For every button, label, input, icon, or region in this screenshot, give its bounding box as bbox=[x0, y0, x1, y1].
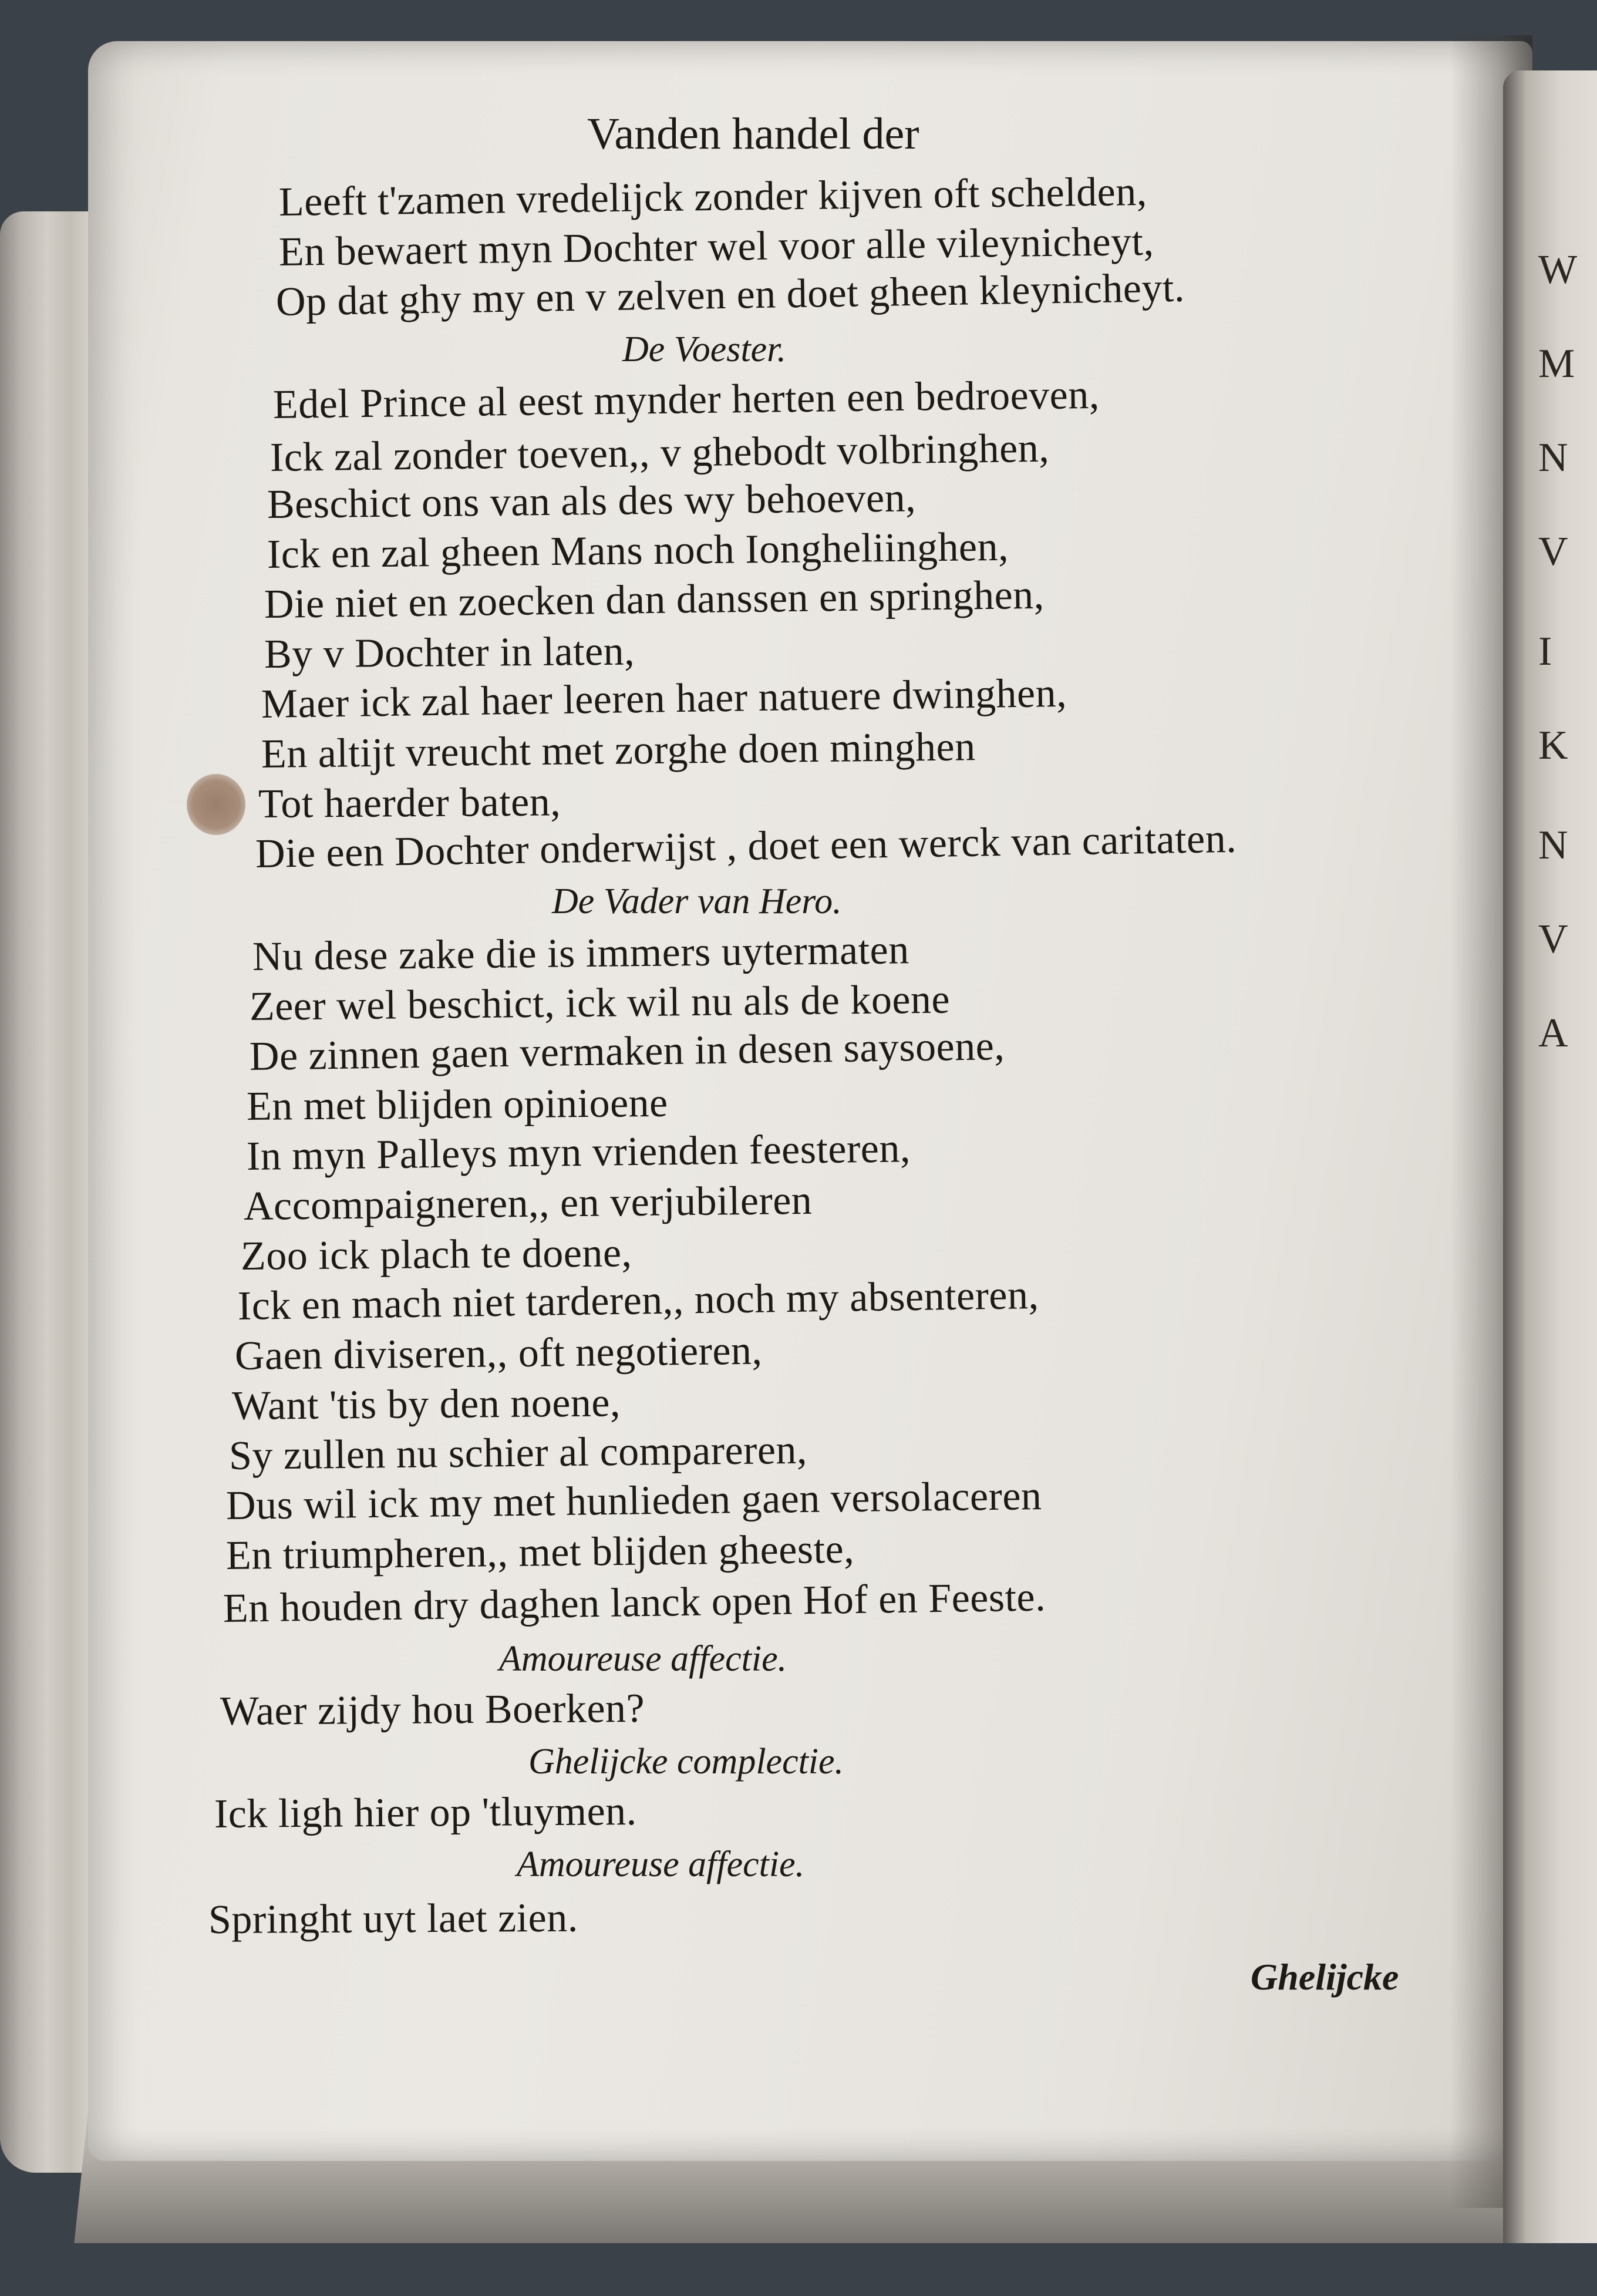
verse-line: En altijt vreucht met zorghe doen minghen bbox=[261, 724, 976, 777]
verse-line: Zoo ick plach te doene, bbox=[240, 1230, 632, 1279]
verse-line: Tot haerder baten, bbox=[258, 779, 561, 827]
facing-page-letter: K bbox=[1538, 723, 1568, 768]
verse-line: Gaen diviseren,, oft negotieren, bbox=[234, 1328, 763, 1379]
verse-line: Op dat ghy my en v zelven en doet gheen kleynicheyt. bbox=[275, 265, 1185, 325]
facing-page-letter: V bbox=[1538, 529, 1568, 574]
verse-line: Dus wil ick my met hunlieden gaen versolaceren bbox=[225, 1473, 1042, 1529]
verse-line: Springht uyt laet zien. bbox=[208, 1895, 578, 1942]
speaker-name: Ghelijcke complectie. bbox=[528, 1742, 844, 1782]
verse-line: Ick ligh hier op 'tluymen. bbox=[214, 1788, 637, 1837]
verse-line: Sy zullen nu schier al compareren, bbox=[228, 1427, 808, 1479]
catchword: Ghelijcke bbox=[1251, 1956, 1399, 1998]
verse-line: Die een Dochter onderwijst , doet een werck van caritaten. bbox=[255, 816, 1237, 877]
verse-line: Nu dese zake die is immers uytermaten bbox=[252, 927, 910, 979]
verse-line: En met blijden opinioene bbox=[246, 1080, 668, 1129]
verse-line: De zinnen gaen vermaken in desen saysoene, bbox=[249, 1024, 1005, 1079]
facing-page-letter: N bbox=[1538, 435, 1568, 480]
verse-line: En houden dry daghen lanck open Hof en Feeste. bbox=[223, 1574, 1046, 1631]
facing-page-letter: N bbox=[1538, 823, 1568, 868]
verse-line: Zeer wel beschict, ick wil nu als de koene bbox=[249, 977, 951, 1029]
running-header: Vanden handel der bbox=[587, 109, 919, 159]
verse-line: En bewaert myn Dochter wel voor alle vileynicheyt, bbox=[278, 218, 1154, 275]
verse-line: En triumpheren,, met blijden gheeste, bbox=[225, 1526, 855, 1578]
verse-line: Leeft t'zamen vredelijck zonder kijven oft schelden, bbox=[278, 169, 1148, 225]
facing-page-letter: I bbox=[1538, 629, 1552, 674]
verse-line: Edel Prince al eest mynder herten een bedroeven, bbox=[272, 372, 1100, 427]
speaker-name: Amoureuse affectie. bbox=[499, 1639, 787, 1679]
verse-line: Waer zijdy hou Boerken? bbox=[220, 1685, 645, 1734]
verse-line: Ick zal zonder toeven,, v ghebodt volbringhen, bbox=[269, 425, 1050, 480]
verse-line: By v Dochter in laten, bbox=[264, 628, 635, 677]
speaker-name: De Voester. bbox=[622, 329, 786, 369]
verse-line: Ick en mach niet tarderen,, noch my absenteren, bbox=[237, 1272, 1039, 1329]
facing-page-letter: A bbox=[1538, 1011, 1568, 1056]
verse-line: Maer ick zal haer leeren haer natuere dwinghen, bbox=[261, 670, 1067, 727]
verse-line: In myn Palleys myn vrienden feesteren, bbox=[246, 1126, 911, 1179]
verse-line: Ick en zal gheen Mans noch Iongheliinghen, bbox=[267, 524, 1009, 577]
facing-page-letter: W bbox=[1538, 247, 1578, 292]
facing-page-letter: V bbox=[1538, 917, 1568, 962]
verse-line: Accompaigneren,, en verjubileren bbox=[243, 1177, 813, 1229]
verse-line: Want 'tis by den noene, bbox=[231, 1380, 621, 1429]
speaker-name: Amoureuse affectie. bbox=[517, 1844, 805, 1884]
verse-line: Die niet en zoecken dan danssen en springhen, bbox=[264, 572, 1045, 627]
verse-line: Beschict ons van als des wy behoeven, bbox=[267, 475, 917, 527]
facing-page-letter: M bbox=[1538, 341, 1575, 386]
speaker-name: De Vader van Hero. bbox=[552, 881, 842, 921]
